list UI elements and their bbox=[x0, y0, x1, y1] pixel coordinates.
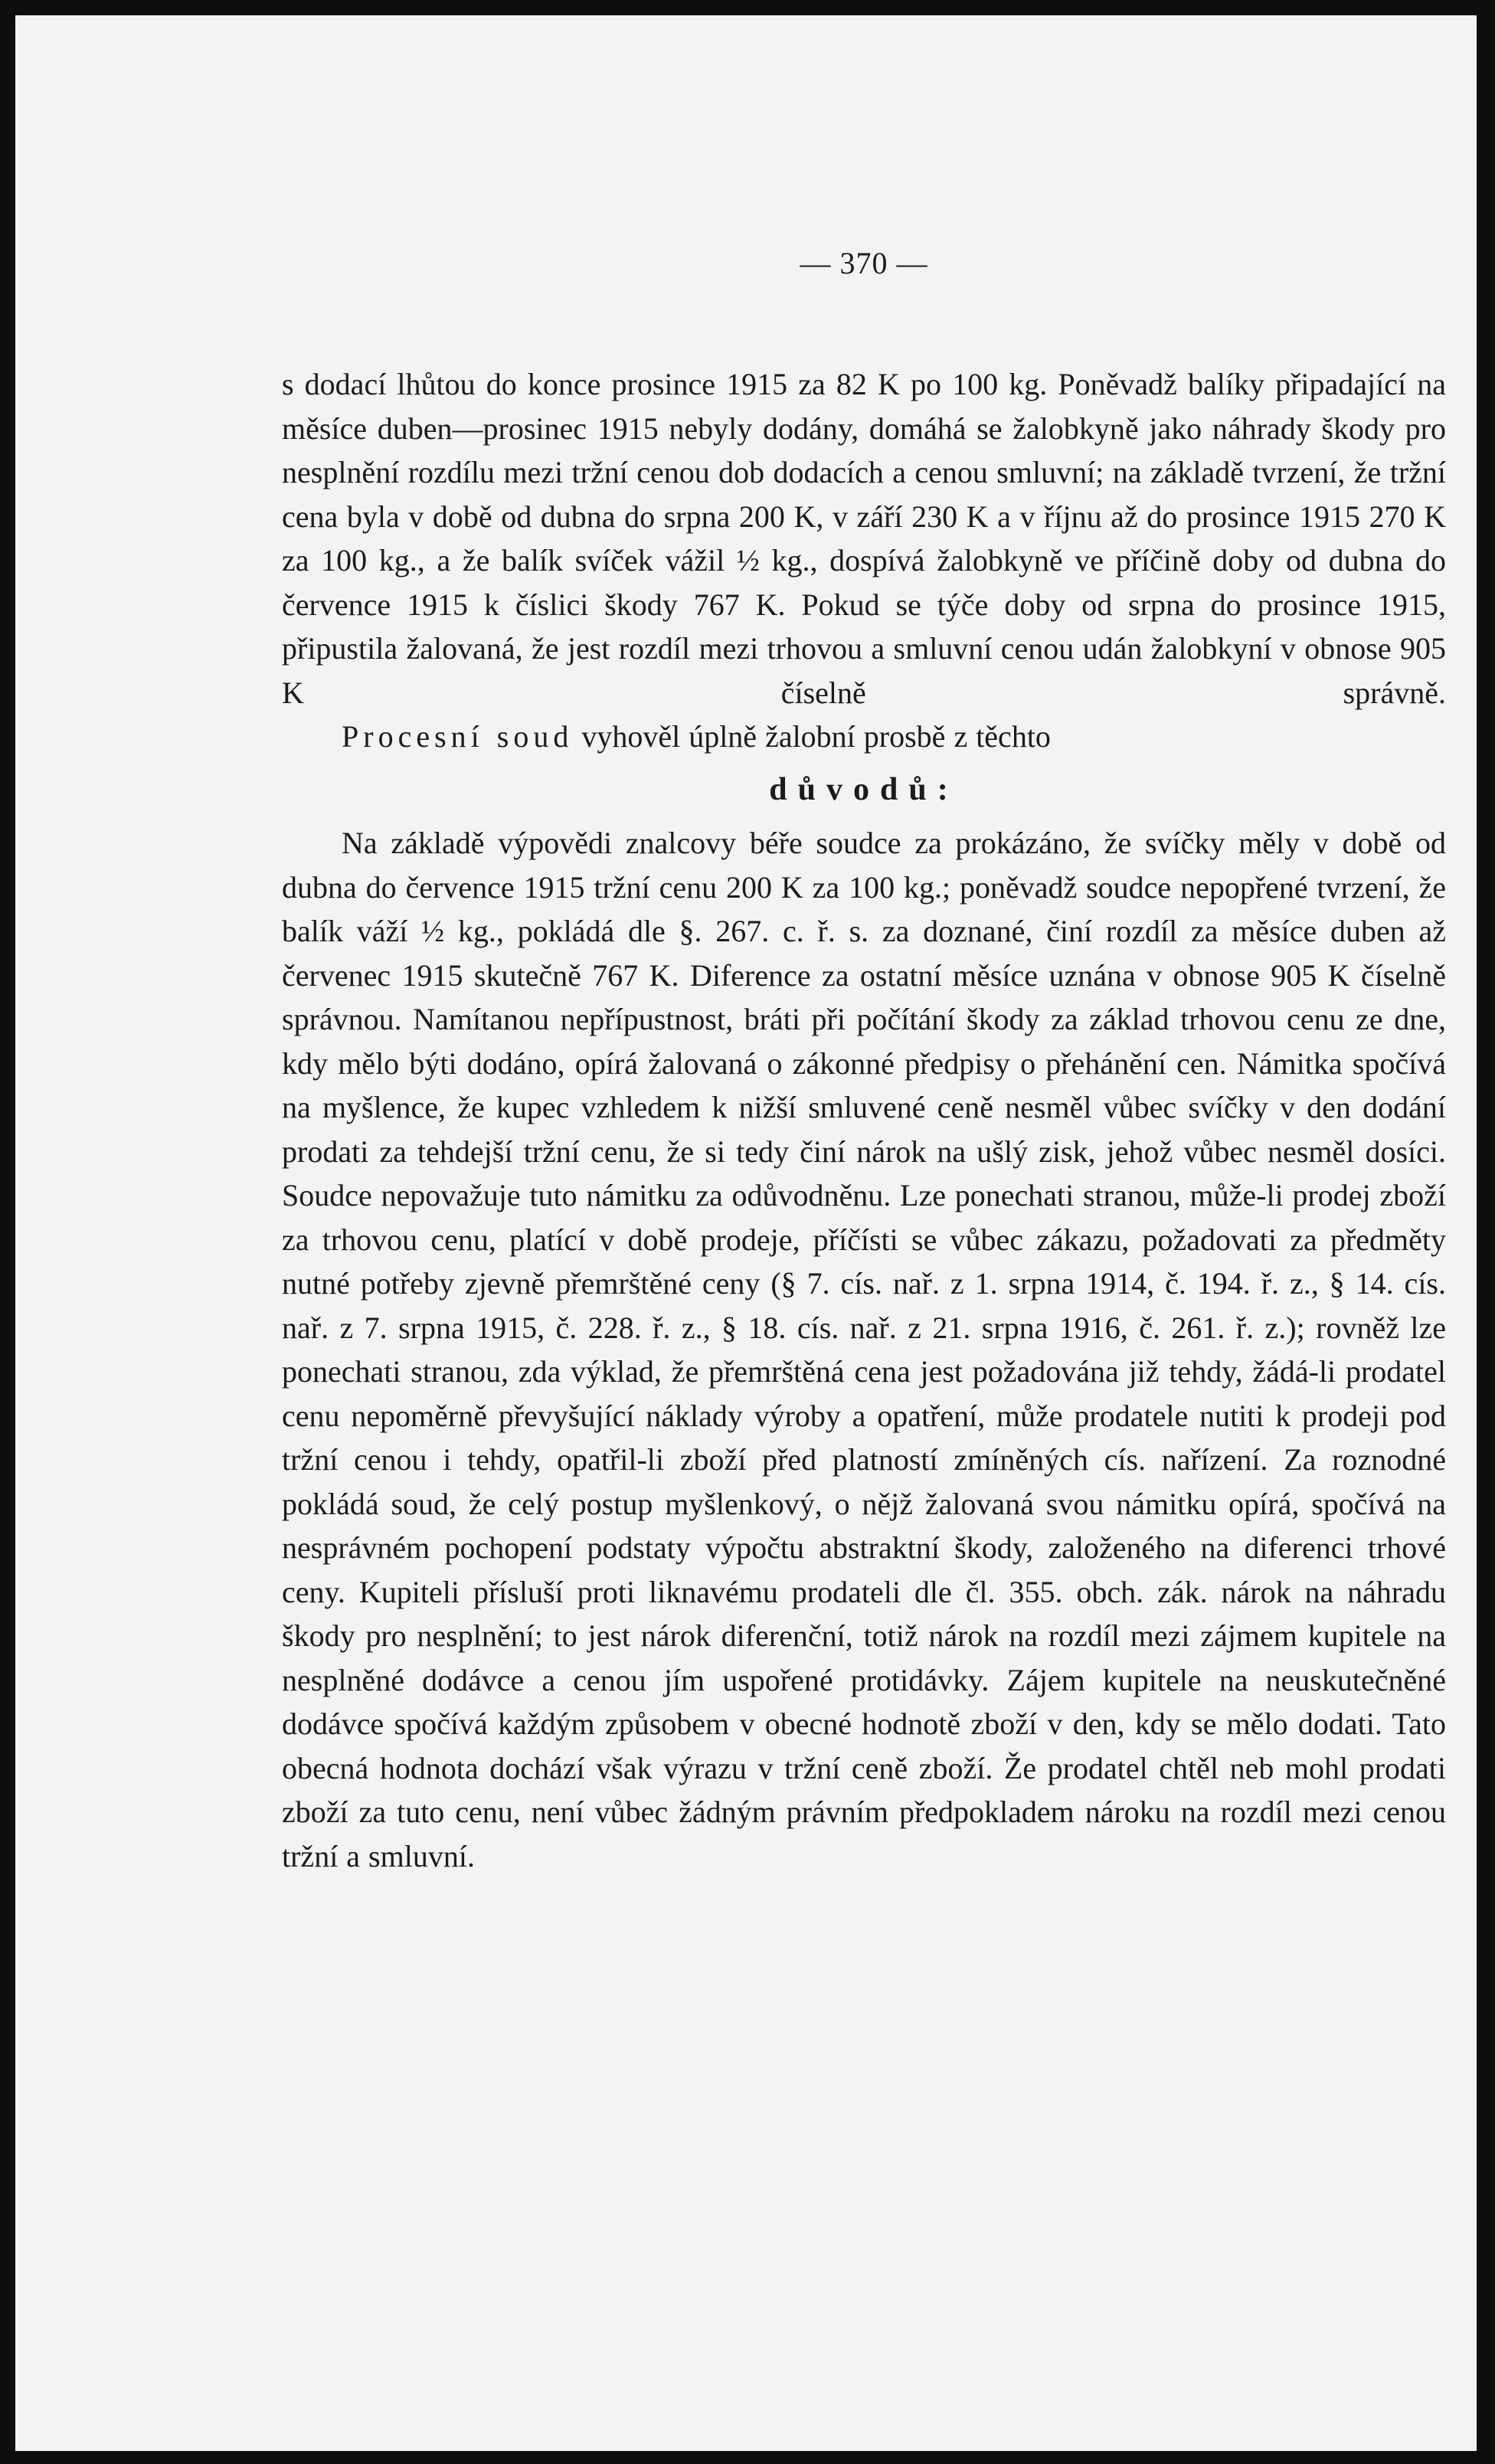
paragraph-text: vyhověl úplně žalobní prosbě z těchto bbox=[573, 719, 1051, 754]
spaced-lead: Procesní soud bbox=[342, 719, 574, 754]
page-number: — 370 — bbox=[800, 246, 928, 280]
text-column bbox=[282, 245, 1446, 1878]
paragraph-reasoning: Na základě výpovědi znalcovy béře soudce za prokázáno, že svíčky měly v době od dubna do července 1915 tržní cenu 200 K za 100 kg.; poněvadž soudce nepopřené tvrzení, že balík váží ½ kg., pokládá dle §. 267. c. ř. s. za doznané, činí rozdíl za měsíce duben až červenec 1915 skutečně 767 K. Diference za ostatní měsíce uznána v obnose 905 K číselně správnou. Namítanou nepřípustnost, bráti při počítání škody za základ trhovou cenu ze dne, kdy mělo býti dodáno, opírá žalovaná o zákonné předpisy o přehánění cen. Námitka spočívá na myšlence, že kupec vzhledem k nižší smluvené ceně nesměl vůbec svíčky v den dodání prodati za tehdejší tržní cenu, že si tedy činí nárok na ušlý zisk, jehož vůbec nesměl dosíci. Soudce nepovažuje tuto námitku za odůvodněnu. Lze ponechati stranou, může-li prodej zboží za trhovou cenu, platící v době prodeje, příčísti se vůbec zákazu, požadovati za předměty nutné potřeby zjevně přemrštěné ceny (§ 7. cís. nař. z 1. srpna 1914, č. 194. ř. z., § 14. cís. nař. z 7. srpna 1915, č. 228. ř. z., § 18. cís. nař. z 21. srpna 1916, č. 261. ř. z.); rovněž lze ponechati stranou, zda výklad, že přemrštěná cena jest požadována již tehdy, žádá-li prodatel cenu nepoměrně převyšující náklady výroby a opatření, může prodatele nutiti k prodeji pod tržní cenou i tehdy, opatřil-li zboží před platností zmíněných cís. nařízení. Za roznodné pokládá soud, že celý postup myšlenkový, o nějž žalovaná svou námitku opírá, spočívá na nesprávném pochopení podstaty výpočtu abstraktní škody, založeného na diferenci trhové ceny. Kupiteli přísluší proti liknavému prodateli dle čl. 355. obch. zák. nárok na náhradu škody pro nesplnění; to jest nárok diferenční, totiž nárok na rozdíl mezi zájmem kupitele na nesplněné dodávce a cenou jím uspořené protidávky. Zájem kupitele na neuskutečněné dodávce spočívá každým způsobem v obecné hodnotě zboží v den, kdy se mělo dodati. Tato obecná hodnota dochází však výrazu v tržní ceně zboží. Že prodatel chtěl neb mohl prodati zboží za tuto cenu, není vůbec žádným právním předpokladem nároku na rozdíl mezi cenou tržní a smluvní. bbox=[282, 826, 1446, 1873]
page bbox=[15, 15, 1477, 2451]
section-heading: důvodů: bbox=[769, 771, 959, 807]
paragraph-court-decision bbox=[282, 715, 1446, 759]
paragraph-intro: s dodací lhůtou do konce prosince 1915 za 82 K po 100 kg. Poněvadž balíky připadající na měsíce duben—prosinec 1915 nebyly dodány, domáhá se žalobkyně jako náhrady škody pro nesplnění rozdílu mezi tržní cenou dob dodacích a cenou smluvní; na základě tvrzení, že tržní cena byla v době od dubna do srpna 200 K, v září 230 K a v říjnu až do prosince 1915 270 K za 100 kg., a že balík svíček vážil ½ kg., dospívá žalobkyně ve příčině doby od dubna do července 1915 k číslici škody 767 K. Pokud se týče doby od srpna do prosince 1915, připustila žalovaná, že jest rozdíl mezi trhovou a smluvní cenou udán žalobkyní v obnose 905 K číselně správně. bbox=[282, 367, 1446, 710]
